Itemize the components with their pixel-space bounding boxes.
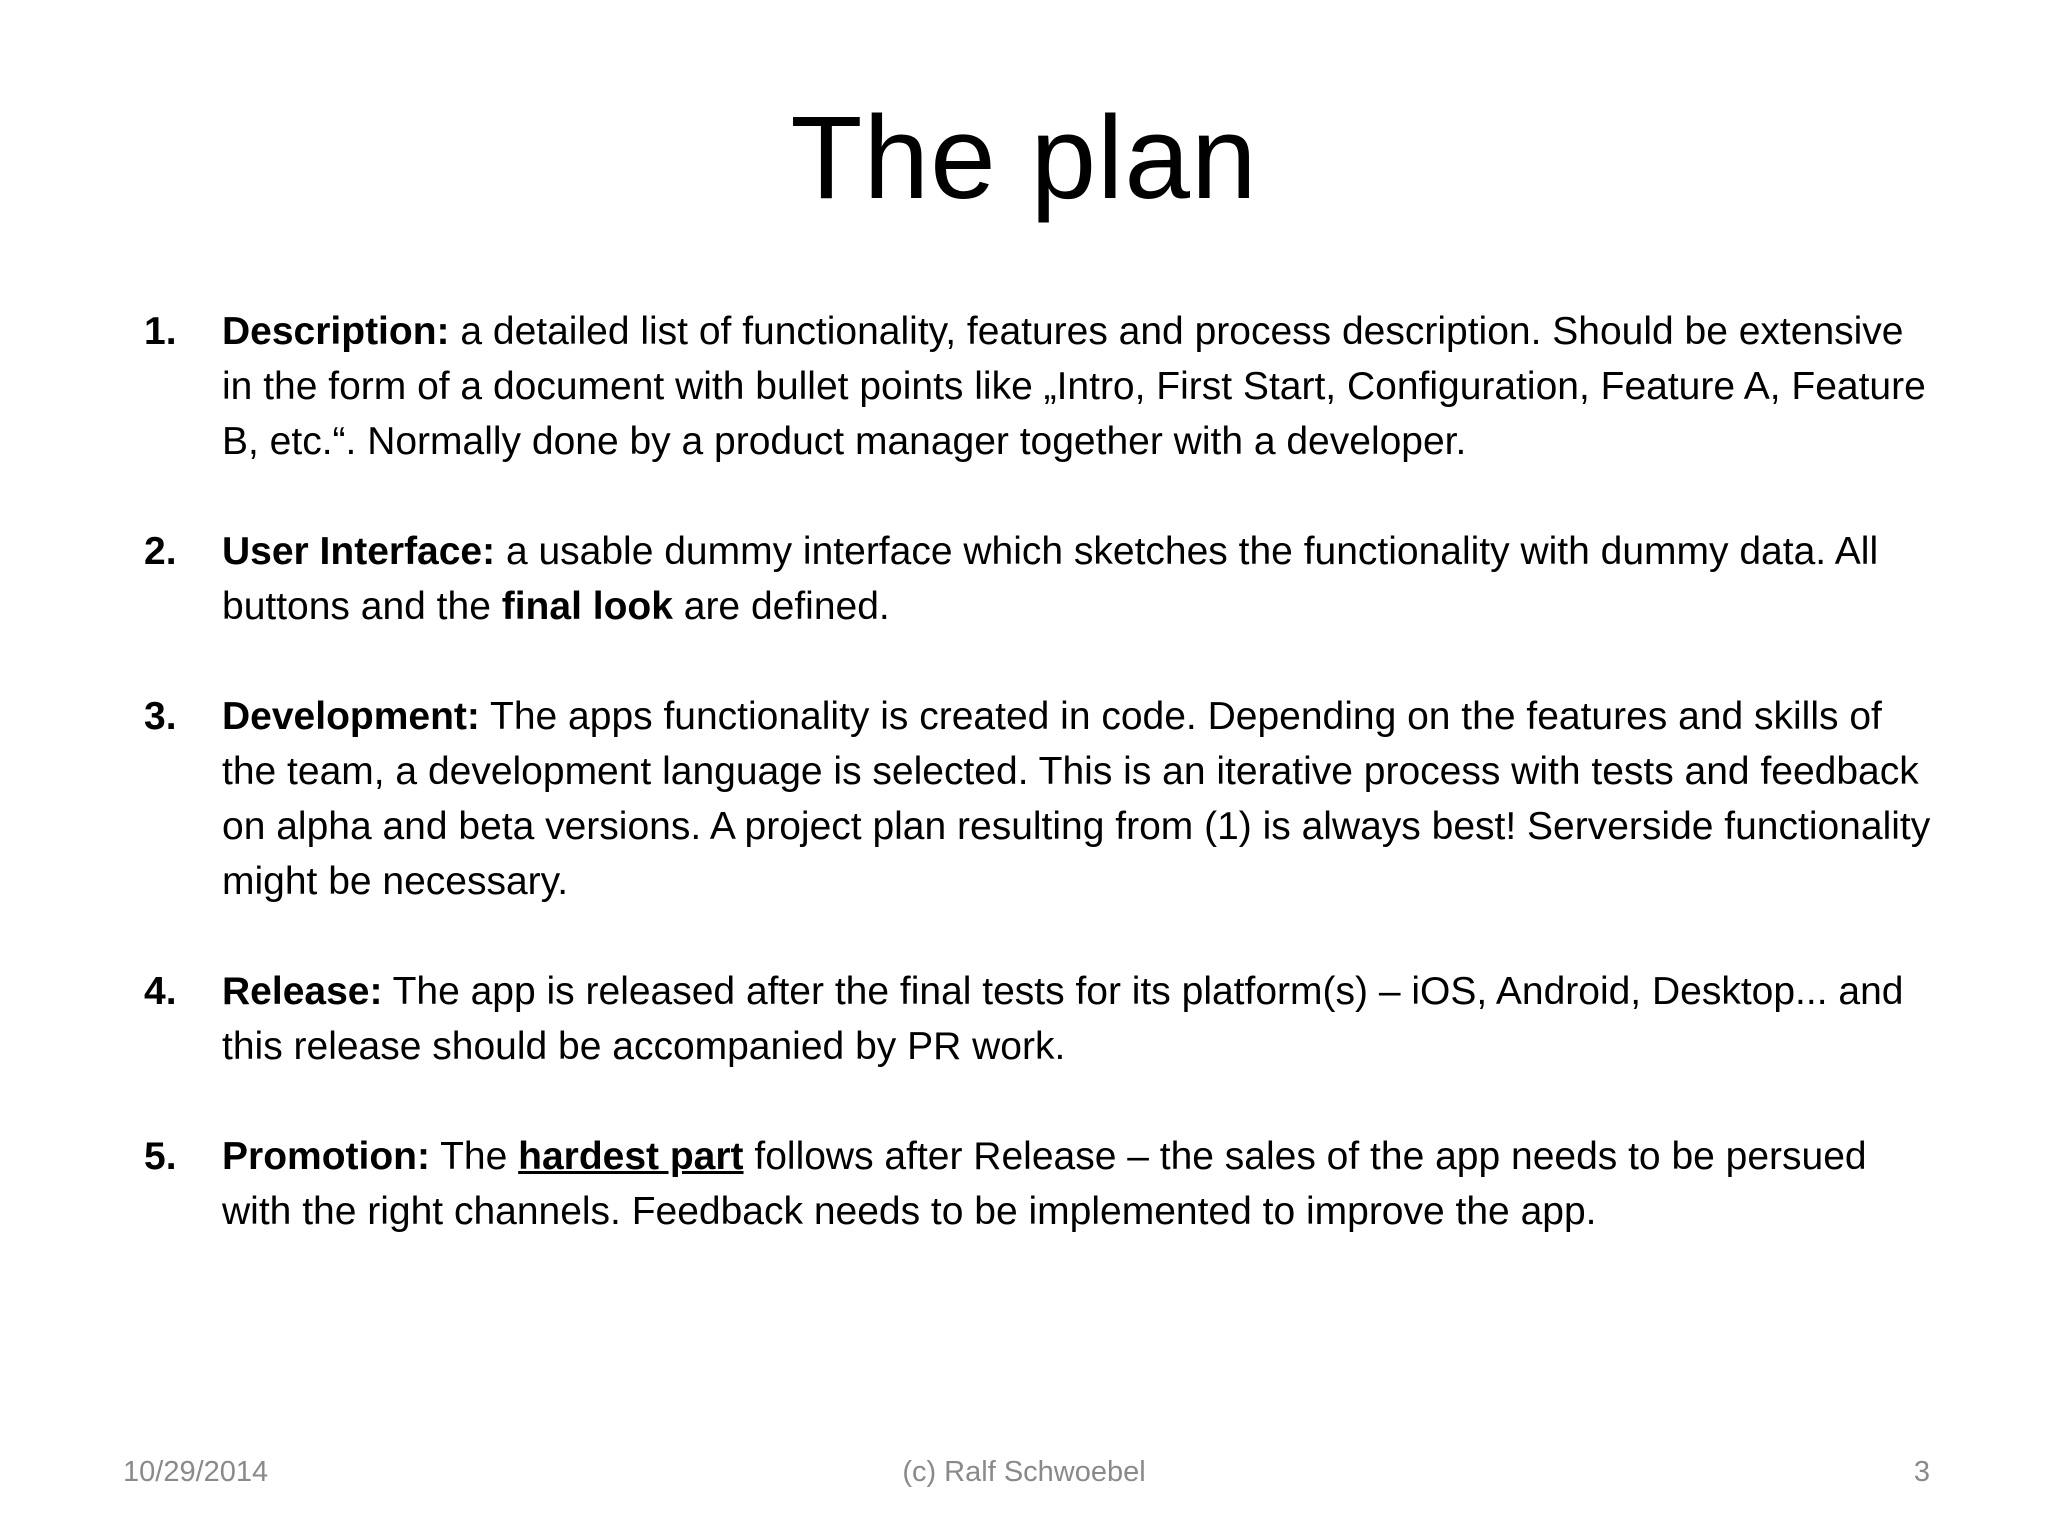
list-item-promotion: [144, 1129, 1944, 1239]
list-number: 2.: [144, 530, 177, 573]
item-emphasis-underlined: hardest part: [518, 1135, 744, 1178]
item-label: Promotion:: [222, 1135, 430, 1178]
list-item-description: [144, 304, 1944, 469]
footer-page-number: 3: [1913, 1456, 1930, 1488]
plan-list: [144, 304, 1944, 1294]
list-item-release: [144, 964, 1944, 1074]
list-item-development: [144, 689, 1944, 909]
item-label: Release:: [222, 970, 383, 1013]
list-number: 5.: [144, 1135, 177, 1178]
footer-author: (c) Ralf Schwoebel: [902, 1456, 1146, 1488]
item-text: a usable dummy interface which sketches the functionality with dummy data. All buttons and the: [222, 530, 1879, 628]
list-number: 3.: [144, 695, 177, 738]
item-text: The app is released after the final tests for its platform(s) – iOS, Android, Desktop... and this release should be accompanied by PR work.: [222, 970, 1904, 1068]
item-text: are defined.: [672, 585, 890, 628]
list-item-user-interface: [144, 524, 1944, 634]
item-text: a detailed list of functionality, features and process description. Should be extensive in the form of a document with bullet points like „Intro, First Start, Configuration, Feature A, Feature B, etc.“. Normally done by a product manager together with a developer.: [222, 310, 1926, 463]
item-text: follows after Release – the sales of the app needs to be persued with the right channels. Feedback needs to be implemented to improve the app.: [222, 1135, 1867, 1233]
item-label: Description:: [222, 310, 450, 353]
slide-title: The plan: [790, 92, 1258, 224]
item-label: User Interface:: [222, 530, 496, 573]
item-label: Development:: [222, 695, 480, 738]
list-number: 4.: [144, 970, 177, 1013]
item-text: The apps functionality is created in code. Depending on the features and skills of the team, a development language is selected. This is an iterative process with tests and feedback on alpha and beta versions. A project plan resulting from (1) is always best! Serverside functionality might be necessary.: [222, 695, 1931, 903]
footer-date: 10/29/2014: [123, 1456, 269, 1488]
item-emphasis: final look: [501, 585, 673, 628]
list-number: 1.: [144, 310, 177, 353]
item-text: The: [429, 1135, 519, 1178]
